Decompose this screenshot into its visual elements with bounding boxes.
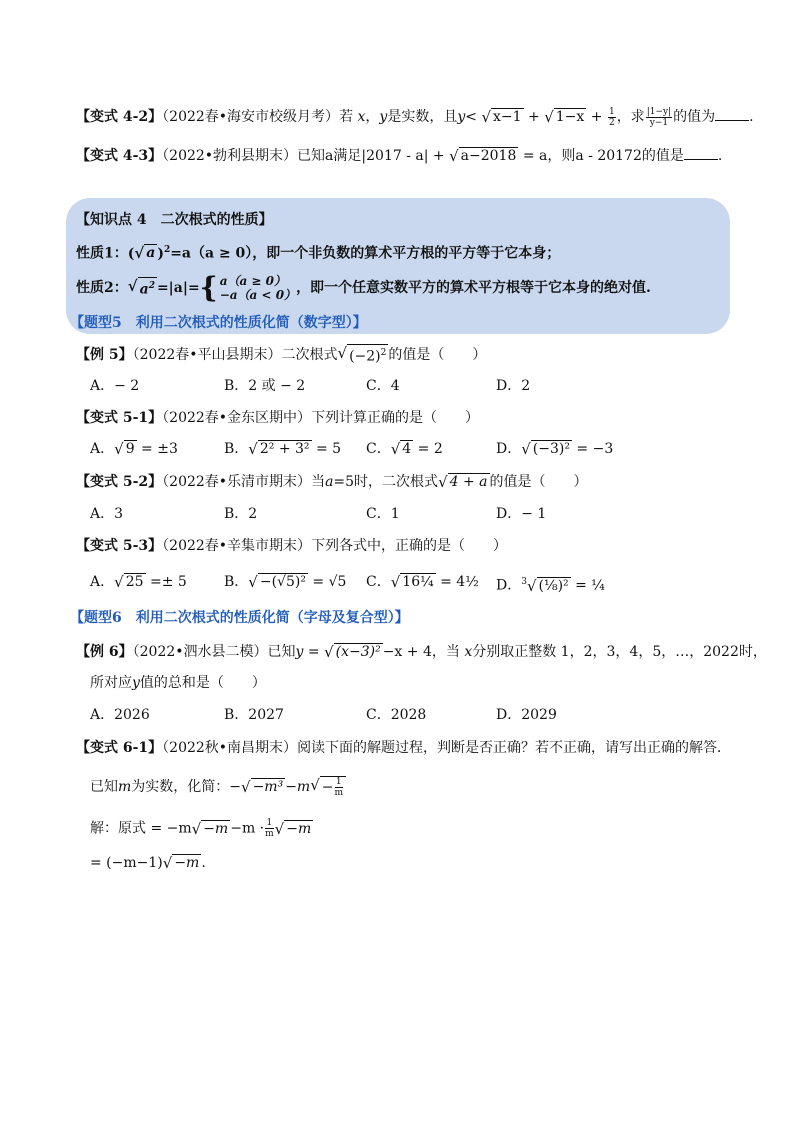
problem-tag: 【变式 5-1】 (76, 410, 163, 426)
problem-source: （2022春•海安市校级月考） (162, 109, 340, 125)
solution-line-2 (90, 853, 206, 873)
option-a[interactable]: A．− 2 (90, 378, 140, 394)
section-title-type6: 【题型6 利用二次根式的性质化简（字母及复合型）】 (70, 610, 409, 626)
problem-v5-3 (76, 536, 507, 556)
problem-source: （2022春•平山县期末） (132, 346, 282, 363)
solution-text: = (−m−1) (90, 855, 163, 871)
problem-text: 的值是（ ） (489, 474, 588, 490)
problem-text: 已知a满足|2017 - a| + (297, 148, 445, 164)
fraction: $\frac{1}{2}$ (608, 106, 615, 128)
option-a[interactable]: A． √ 25 =± 5 (90, 573, 187, 591)
option-b[interactable]: B．2027 (224, 707, 284, 723)
piecewise-cases: { a（a ≥ 0） −a（a < 0） (199, 271, 297, 304)
property-text: ，即一个任意实数平方的算术平方根等于它本身的绝对值. (296, 280, 651, 296)
problem-text: 分别取正整数 1，2，3，4，5，…，2022时， (472, 644, 767, 660)
math-op: + (590, 109, 603, 125)
sqrt-expression: √ −m (162, 854, 200, 872)
option-d[interactable]: D．$^3$ √ (⅛)² = ¼ (496, 576, 605, 595)
problem-text: ， (365, 109, 380, 125)
option-b[interactable]: B． √ −(√5)² = √5 (224, 573, 347, 591)
exponent: 2 (163, 245, 171, 255)
answer-blank (684, 145, 718, 160)
problem-ex5 (76, 344, 486, 366)
sqrt-expression: √ − $\frac{1}{m}$ (310, 776, 346, 798)
solution-line-1 (90, 818, 313, 839)
property-text: =a（a ≥ 0），即一个非负数的算术平方根的平方等于它本身； (170, 245, 561, 262)
problem-tag: 【变式 5-2】 (76, 474, 163, 490)
property-2 (76, 271, 651, 304)
problem-text: 二次根式 (281, 346, 338, 363)
solution-text: −m · (230, 820, 265, 837)
problem-text: =5时，二次根式 (333, 474, 439, 490)
property-1 (76, 240, 560, 264)
problem-source: （2022春•辛集市期末） (162, 538, 312, 554)
option-b[interactable]: B．2 (224, 506, 258, 522)
problem-text: 已知 (90, 779, 118, 795)
math-expr: y = (295, 644, 325, 660)
option-c[interactable]: C．4 (366, 378, 400, 394)
problem-text: 当 (311, 474, 326, 490)
problem-tag: 【变式 4-2】 (76, 109, 163, 125)
problem-text: 若 (339, 109, 354, 125)
sqrt-expression: √ $a^2$ (127, 277, 155, 298)
solution-text: . (201, 855, 206, 871)
problem-v4-2 (76, 106, 754, 128)
knowledge-point-title: 【知识点 4 二次根式的性质】 (76, 212, 273, 228)
option-a[interactable]: A．2026 (90, 707, 150, 723)
sqrt-expression: √ −m (191, 819, 229, 838)
property-text: =|a|= (156, 280, 200, 296)
math-var: x (464, 644, 473, 660)
problem-ex6 (76, 642, 767, 662)
option-c[interactable]: C．1 (366, 506, 400, 522)
option-d[interactable]: D．2029 (496, 707, 557, 723)
sqrt-expression: √ x−1 (481, 108, 522, 126)
option-c[interactable]: C． √ 16¼ = 4½ (366, 573, 479, 591)
math-var: y (132, 675, 140, 691)
problem-text: 值的总和是（ ） (139, 675, 266, 691)
solution-text: 解：原式 = −m (90, 820, 192, 837)
problem-text: . (717, 148, 723, 164)
problem-text: 所对应 (90, 675, 132, 691)
problem-v6-1 (76, 738, 731, 758)
problem-v5-2 (76, 472, 588, 492)
sqrt-expression: √ 1−x (544, 108, 585, 126)
problem-text: ，求 (616, 109, 645, 125)
problem-v6-1-given (90, 776, 346, 798)
math-var: y (457, 109, 466, 125)
problem-text: 的值是（ ） (388, 346, 487, 363)
fraction: $\frac{|1-y|}{y-1}$ (646, 106, 672, 128)
problem-text: . (749, 109, 754, 125)
sqrt-expression: √ 4 + a (438, 473, 488, 491)
property-label: 性质2： (76, 280, 128, 296)
sqrt-expression: √ a−2018 (449, 147, 517, 165)
problem-source: （2022春•乐清市期末） (162, 474, 312, 490)
problem-v4-3 (76, 145, 722, 166)
problem-tag: 【变式 4-3】 (76, 148, 163, 164)
option-a[interactable]: A．3 (90, 506, 124, 522)
math-var: y (379, 109, 388, 125)
option-b[interactable]: B．2 或 − 2 (224, 378, 306, 394)
math-expr: −x + 4，当 (382, 644, 460, 660)
math-op: + (528, 109, 540, 125)
problem-text: 是实数，且 (387, 109, 458, 125)
problem-text: 阅读下面的解题过程，判断是否正确？若不正确，请写出正确的解答． (297, 740, 732, 756)
option-d[interactable]: D． √ (−3)² = −3 (496, 440, 614, 458)
problem-source: （2022秋•南昌期末） (162, 740, 298, 756)
option-d[interactable]: D．2 (496, 378, 531, 394)
fraction: $\frac{1}{m}$ (265, 818, 274, 839)
problem-source: （2022•泗水县二模） (132, 644, 268, 660)
option-c[interactable]: C．2028 (366, 707, 427, 723)
property-label: 性质1： (76, 245, 128, 262)
problem-tag: 【例 5】 (76, 346, 133, 363)
problem-tag: 【变式 5-3】 (76, 538, 163, 554)
problem-text: 下列各式中，正确的是（ ） (311, 538, 508, 554)
math-var: m (118, 779, 132, 795)
problem-source: （2022春•金东区期中） (162, 410, 312, 426)
sqrt-expression: √ (x−3)² (324, 643, 381, 661)
sqrt-expression: √ −m (274, 819, 312, 838)
math-expr: −m (285, 779, 311, 795)
option-b[interactable]: B． √ 2² + 3² = 5 (224, 440, 342, 458)
option-c[interactable]: C． √ 4 = 2 (366, 440, 443, 458)
problem-v5-1 (76, 408, 479, 428)
problem-text: 已知 (267, 644, 296, 660)
option-a[interactable]: A． √ 9 = ±3 (90, 440, 178, 458)
problem-ex6-line2 (90, 673, 266, 693)
section-title-type5: 【题型5 利用二次根式的性质化简（数字型）】 (70, 315, 367, 331)
option-d[interactable]: D．− 1 (496, 506, 547, 522)
sqrt-expression: √ $(-2)^2$ (337, 344, 387, 365)
problem-text: = a，则a - 20172的值是 (522, 148, 684, 164)
answer-blank (715, 106, 749, 121)
problem-text: 为实数，化简：− (131, 779, 242, 795)
math-var: a (325, 474, 334, 490)
sqrt-expression: √ −m³ (241, 778, 284, 796)
problem-text: 的值为 (673, 109, 716, 125)
math-op: < (465, 109, 477, 125)
math-var: x (357, 109, 366, 125)
problem-tag: 【变式 6-1】 (76, 740, 163, 756)
problem-source: （2022•勃利县期末） (162, 148, 298, 164)
problem-text: 下列计算正确的是（ ） (311, 410, 480, 426)
sqrt-expression: ( √ a ) (127, 243, 164, 262)
problem-tag: 【例 6】 (76, 644, 133, 660)
